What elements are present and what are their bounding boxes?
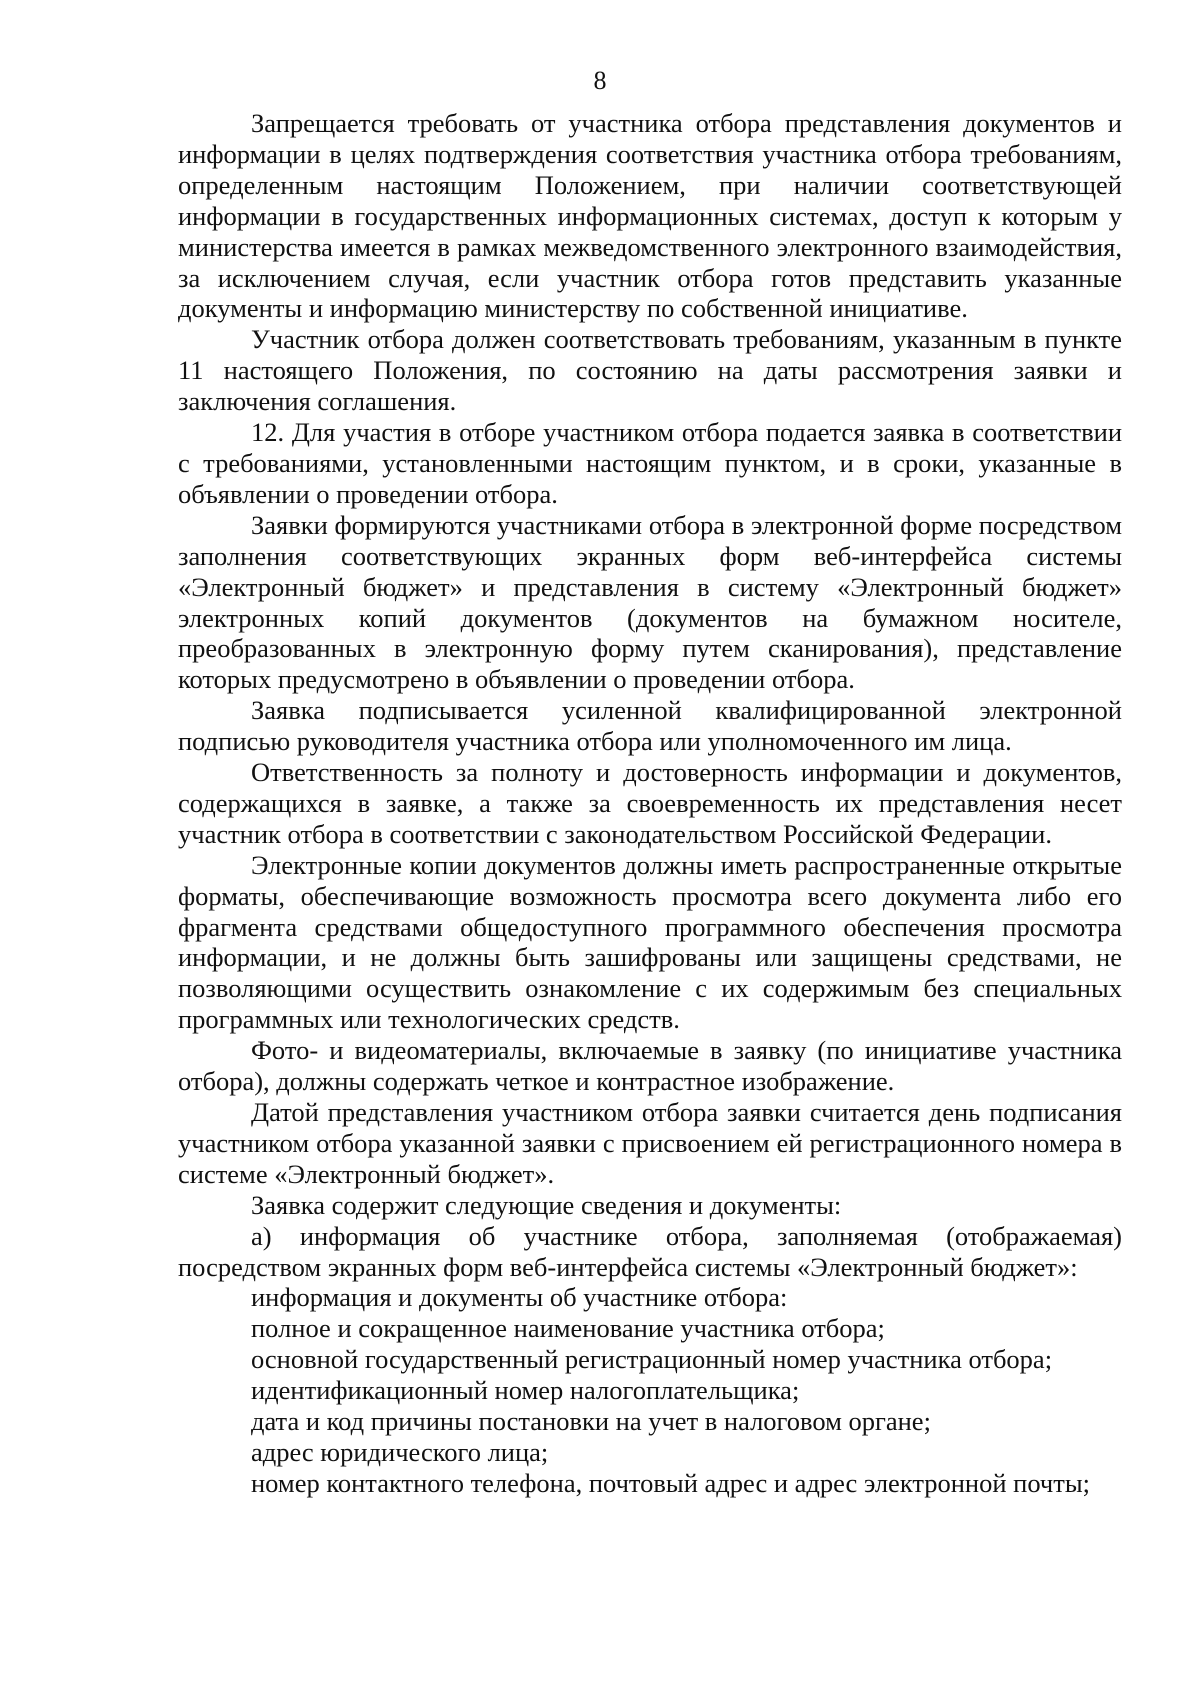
list-item-inn: идентификационный номер налогоплательщика; <box>251 1375 800 1406</box>
paragraph-documents-request-ban: Запрещается требовать от участника отбора представления документов и информации в целях подтверждения соответствия участника отбора требованиям, определенным настоящим Положением, при наличии соответствующей информации в государственных информационных системах, доступ к которым у министерства имеется в рамках межведомственного электронного взаимодействия, за исключением случая, если участник отбора готов представить указанные документы и информацию министерству по собственной инициативе. <box>178 108 1122 324</box>
list-item-full-short-name: полное и сокращенное наименование участника отбора; <box>251 1313 885 1344</box>
list-item-tax-registration: дата и код причины постановки на учет в налоговом органе; <box>251 1406 931 1437</box>
paragraph-photo-video: Фото- и видеоматериалы, включаемые в заявку (по инициативе участника отбора), должны содержать четкое и контрастное изображение. <box>178 1035 1122 1097</box>
paragraph-responsibility: Ответственность за полноту и достоверность информации и документов, содержащихся в заявке, а также за своевременность их представления несет участник отбора в соответствии с законодательством Российской Федерации. <box>178 757 1122 849</box>
page-number: 8 <box>593 66 607 95</box>
paragraph-electronic-copies: Электронные копии документов должны иметь распространенные открытые форматы, обеспечивающие возможность просмотра всего документа либо его фрагмента средствами общедоступного программного обеспечения просмотра информации, и не должны быть зашифрованы или защищены средствами, не позволяющими осуществить ознакомление с их содержимым без специальных программных или технологических средств. <box>178 849 1122 1035</box>
list-item-participant-info: информация и документы об участнике отбора: <box>251 1282 788 1313</box>
paragraph-participant-requirements: Участник отбора должен соответствовать требованиям, указанным в пункте 11 настоящего Положения, по состоянию на даты рассмотрения заявки и заключения соглашения. <box>178 324 1122 417</box>
document-body <box>178 108 1122 1499</box>
list-item-ogrn: основной государственный регистрационный номер участника отбора; <box>251 1344 1053 1375</box>
paragraph-subpoint-a: а) информация об участнике отбора, заполняемая (отображаемая) посредством экранных форм веб-интерфейса системы «Электронный бюджет»: <box>178 1220 1122 1282</box>
paragraph-application-signing: Заявка подписывается усиленной квалифицированной электронной подписью руководителя участника отбора или уполномоченного им лица. <box>178 695 1122 757</box>
list-item-contacts: номер контактного телефона, почтовый адрес и адрес электронной почты; <box>251 1467 1090 1498</box>
list-item-legal-address: адрес юридического лица; <box>251 1436 549 1467</box>
paragraph-point-12: 12. Для участия в отборе участником отбора подается заявка в соответствии с требованиями, установленными настоящим пунктом, и в сроки, указанные в объявлении о проведении отбора. <box>178 417 1122 509</box>
paragraph-application-forming: Заявки формируются участниками отбора в электронной форме посредством заполнения соответствующих экранных форм веб-интерфейса системы «Электронный бюджет» и представления в систему «Электронный бюджет» электронных копий документов (документов на бумажном носителе, преобразованных в электронную форму путем сканирования), представление которых предусмотрено в объявлении о проведении отбора. <box>178 509 1122 695</box>
paragraph-application-contents: Заявка содержит следующие сведения и документы: <box>251 1189 842 1220</box>
paragraph-submission-date: Датой представления участником отбора заявки считается день подписания участником отбора указанной заявки с присвоением ей регистрационного номера в системе «Электронный бюджет». <box>178 1097 1122 1189</box>
